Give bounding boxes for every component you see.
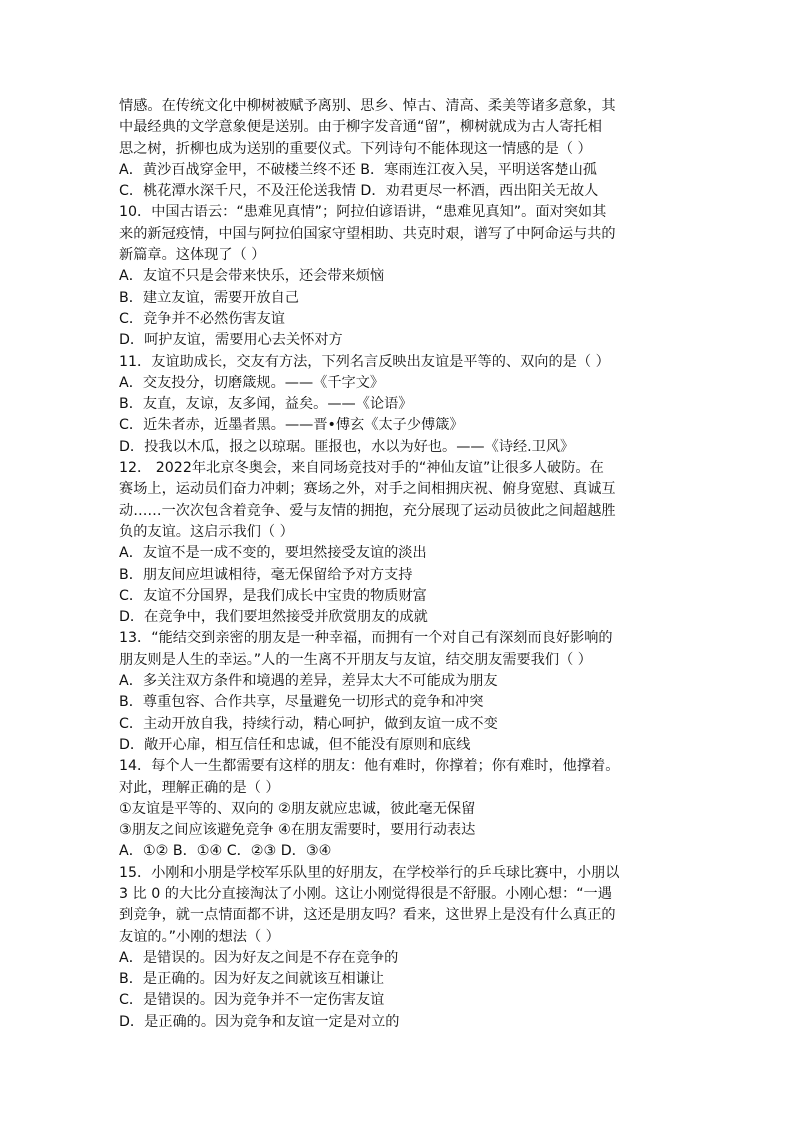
q10-option-a: A．友谊不只是会带来快乐，还会带来烦恼 bbox=[119, 268, 385, 285]
q10-stem-line-2: 来的新冠疫情，中国与阿拉伯国家守望相助、共克时艰，谱写了中阿命运与共的 bbox=[119, 225, 616, 242]
q12-option-b: B．朋友间应坦诚相待，毫无保留给予对方支持 bbox=[119, 566, 413, 583]
q13-stem-line-2: 朋友则是人生的幸运。”人的一生离不开朋友与友谊，结交朋友需要我们（ ） bbox=[119, 651, 592, 668]
q13-option-d: D．敞开心扉，相互信任和忠诚，但不能没有原则和底线 bbox=[119, 736, 471, 753]
q15-option-a: A．是错误的。因为好友之间是不存在竞争的 bbox=[119, 949, 399, 966]
q15-option-c: C．是错误的。因为竞争并不一定伤害友谊 bbox=[119, 992, 385, 1009]
q13-stem-line-1: 13．“能结交到亲密的朋友是一种幸福，而拥有一个对自己有深刻而良好影响的 bbox=[119, 630, 613, 647]
q10-option-c: C．竞争并不必然伤害友谊 bbox=[119, 310, 285, 327]
q13-option-a: A．多关注双方条件和境遇的差异，差异太大不可能成为朋友 bbox=[119, 673, 498, 690]
q12-stem-line-1: 12． 2022年北京冬奥会，来自同场竞技对手的“神仙友谊”让很多人破防。在 bbox=[119, 460, 604, 477]
q12-stem-line-4: 负的友谊。这启示我们（ ） bbox=[119, 523, 294, 540]
q10-option-d: D．呵护友谊，需要用心去关怀对方 bbox=[119, 332, 343, 349]
q14-statements-line-2: ③朋友之间应该避免竞争 ④在朋友需要时，要用行动表达 bbox=[119, 822, 476, 839]
q15-option-d: D．是正确的。因为竞争和友谊一定是对立的 bbox=[119, 1013, 400, 1030]
q14-stem-line-1: 14．每个人一生都需要有这样的朋友：他有难时，你撑着；你有难时，他撑着。 bbox=[119, 758, 620, 775]
q14-options: A．①② B．①④ C．②③ D．③④ bbox=[119, 843, 332, 860]
q10-option-b: B．建立友谊，需要开放自己 bbox=[119, 289, 299, 306]
q9-options-line-1: A．黄沙百战穿金甲，不破楼兰终不还 B．寒雨连江夜入吴，平明送客楚山孤 bbox=[119, 161, 597, 178]
question-text-block bbox=[119, 96, 681, 1033]
q15-stem-line-3: 到竞争，就一点情面都不讲，这还是朋友吗？看来，这世界上是没有什么真正的 bbox=[119, 907, 616, 924]
q14-statements-line-1: ①友谊是平等的、双向的 ②朋友就应忠诚，彼此毫无保留 bbox=[119, 800, 476, 817]
q15-stem-line-4: 友谊的。”小刚的想法（ ） bbox=[119, 928, 280, 945]
q12-option-d: D．在竞争中，我们要坦然接受并欣赏朋友的成就 bbox=[119, 609, 428, 626]
q12-option-a: A．友谊不是一成不变的，要坦然接受友谊的淡出 bbox=[119, 545, 427, 562]
q11-stem-line-1: 11．友谊助成长，交友有方法，下列名言反映出友谊是平等的、双向的是（ ） bbox=[119, 353, 610, 370]
q14-stem-line-2: 对此，理解正确的是（ ） bbox=[119, 779, 280, 796]
q9-stem-line-3: 思之树，折柳也成为送别的重要仪式。下列诗句不能体现这一情感的是（ ） bbox=[119, 140, 592, 157]
q15-stem-line-2: 3 比 0 的大比分直接淘汰了小刚。这让小刚觉得很是不舒服。小刚心想：“一遇 bbox=[119, 885, 612, 902]
q12-stem-line-3: 动……一次次包含着竞争、爱与友情的拥抱，充分展现了运动员彼此之间超越胜 bbox=[119, 502, 616, 519]
q9-stem-line-1: 情感。在传统文化中柳树被赋予离别、思乡、悼古、清高、柔美等诸多意象，其 bbox=[119, 98, 616, 114]
q15-stem-line-1: 15．小刚和小朋是学校军乐队里的好朋友，在学校举行的乒乓球比赛中，小朋以 bbox=[119, 864, 620, 881]
q10-stem-line-3: 新篇章。这体现了（ ） bbox=[119, 247, 266, 264]
q12-option-c: C．友谊不分国界，是我们成长中宝贵的物质财富 bbox=[119, 587, 427, 604]
q15-option-b: B．是正确的。因为好友之间就该互相谦让 bbox=[119, 971, 385, 988]
q9-options-line-2: C．桃花潭水深千尺，不及汪伦送我情 D．劝君更尽一杯酒，西出阳关无故人 bbox=[119, 183, 599, 200]
q12-stem-line-2: 赛场上，运动员们奋力冲刺；赛场之外，对手之间相拥庆祝、俯身宽慰、真诚互 bbox=[119, 481, 616, 498]
q11-option-c: C．近朱者赤，近墨者黑。——晋•傅玄《太子少傅箴》 bbox=[119, 417, 464, 434]
q9-stem-line-2: 中最经典的文学意象便是送别。由于柳字发音通“留”，柳树就成为古人寄托相 bbox=[119, 119, 602, 136]
q13-option-c: C．主动开放自我，持续行动，精心呵护，做到友谊一成不变 bbox=[119, 715, 498, 732]
q10-stem-line-1: 10．中国古语云：“患难见真情”；阿拉伯谚语讲，“患难见真知”。面对突如其 bbox=[119, 204, 607, 221]
q11-option-d: D．投我以木瓜，报之以琼琚。匪报也，水以为好也。——《诗经.卫风》 bbox=[119, 438, 575, 455]
q11-option-a: A．交友投分，切磨箴规。——《千字文》 bbox=[119, 374, 385, 391]
q11-option-b: B．友直，友谅，友多闻，益矣。——《论语》 bbox=[119, 396, 413, 413]
q13-option-b: B．尊重包容、合作共享，尽量避免一切形式的竞争和冲突 bbox=[119, 694, 484, 711]
